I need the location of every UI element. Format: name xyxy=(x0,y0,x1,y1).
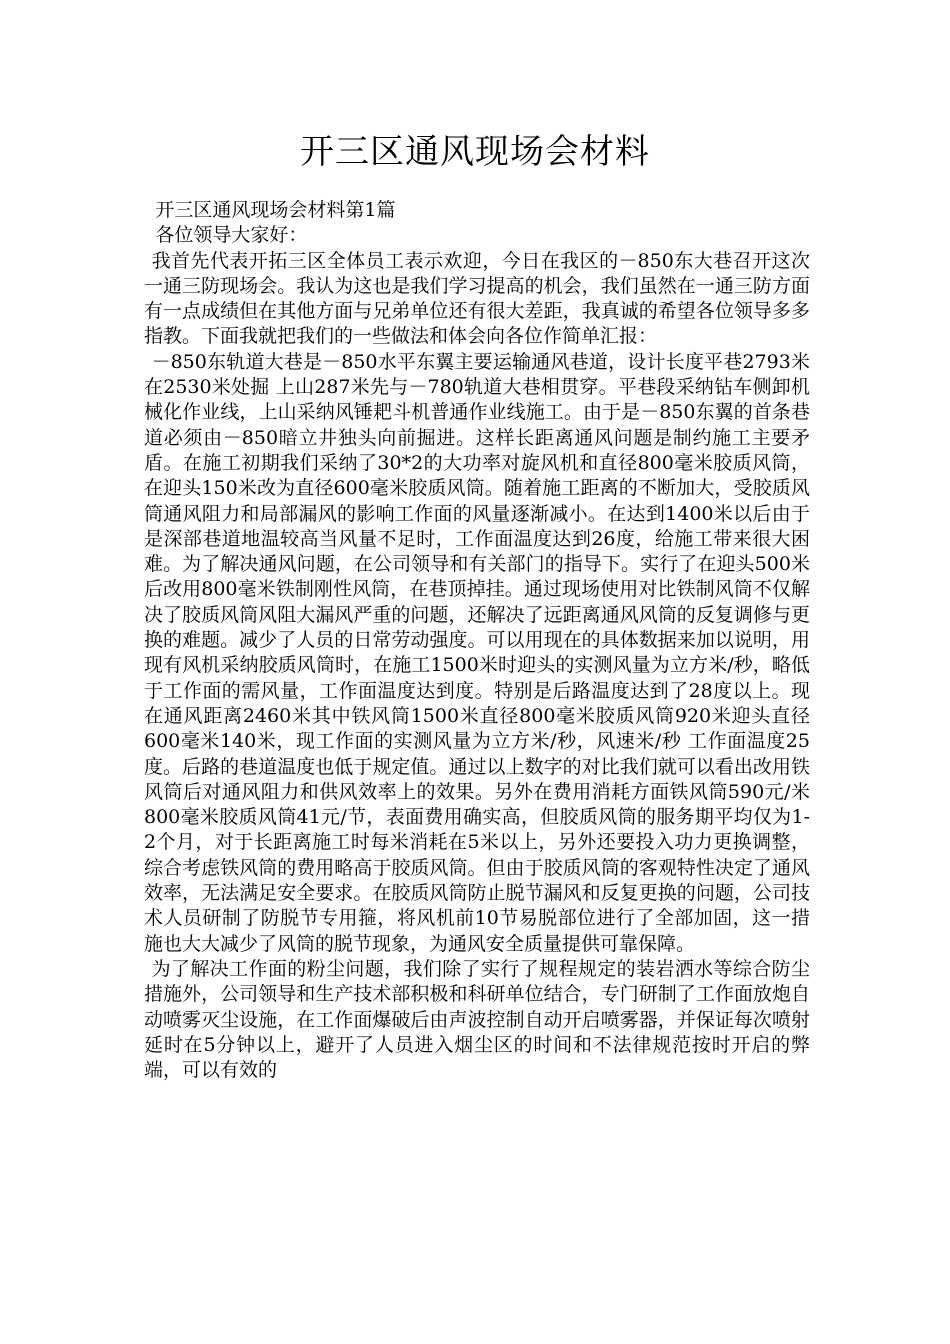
intro-paragraph: 我首先代表开拓三区全体员工表示欢迎，今日在我区的－850东大巷召开这次一通三防现场会。我认为这也是我们学习提高的机会，我们虽然在一通三防方面有一点成绩但在其他方面与兄弟单位还有很大差距，我真诚的希望各位领导多多指教。下面我就把我们的一些做法和体会向各位作简单汇报： xyxy=(144,249,810,348)
ventilation-paragraph: －850东轨道大巷是－850水平东翼主要运输通风巷道，设计长度平巷2793米在2530米处掘 上山287米先与－780轨道大巷相贯穿。平巷段采纳钻车侧卸机械化作业线，上山采纳风锤耙斗机普通作业线施工。由于是－850东翼的首条巷道必须由－850暗立井独头向前掘进。这样长距离通风问题是制约施工主要矛盾。在施工初期我们采纳了30*2的大功率对旋风机和直径800毫米胶质风筒，在迎头150米改为直径600毫米胶质风筒。随着施工距离的不断加大，受胶质风筒通风阻力和局部漏风的影响工作面的风量逐渐减小。在达到1400米以后由于是深部巷道地温较高当风量不足时，工作面温度达到26度，给施工带来很大困难。为了解决通风问题，在公司领导和有关部门的指导下。实行了在迎头500米后改用800毫米铁制刚性风筒，在巷顶掉挂。通过现场使用对比铁制风筒不仅解决了胶质风筒风阻大漏风严重的问题，还解决了远距离通风风筒的反复调修与更换的难题。减少了人员的日常劳动强度。可以用现在的具体数据来加以说明，用现有风机采纳胶质风筒时，在施工1500米时迎头的实测风量为立方米/秒，略低于工作面的需风量，工作面温度达到度。特别是后路温度达到了28度以上。现在通风距离2460米其中铁风筒1500米直径800毫米胶质风筒920米迎头直径600毫米140米，现工作面的实测风量为立方米/秒，风速米/秒 工作面温度25度。后路的巷道温度也低于规定值。通过以上数字的对比我们就可以看出改用铁风筒后对通风阻力和供风效率上的效果。另外在费用消耗方面铁风筒590元/米 800毫米胶质风筒41元/节，表面费用确实高，但胶质风筒的服务期平均仅为1- 2个月，对于长距离施工时每米消耗在5米以上，另外还要投入功力更换调整，综合考虑铁风筒的费用略高于胶质风筒。但由于胶质风筒的客观特性决定了通风效率，无法满足安全要求。在胶质风筒防止脱节漏风和反复更换的问题，公司技术人员研制了防脱节专用箍，将风机前10节易脱部位进行了全部加固，这一措施也大大减少了风筒的脱节现象，为通风安全质量提供可靠保障。 xyxy=(144,350,810,955)
section-heading: 开三区通风现场会材料第1篇 xyxy=(155,199,396,221)
greeting-paragraph: 各位领导大家好： xyxy=(155,224,308,247)
dust-control-paragraph: 为了解决工作面的粉尘问题，我们除了实行了规程规定的装岩洒水等综合防尘措施外，公司领导和生产技术部积极和科研单位结合，专门研制了工作面放炮自动喷雾灭尘设施，在工作面爆破后由声波控制自动开启喷雾器，并保证每次喷射延时在5分钟以上，避开了人员进入烟尘区的时间和不法律规范按时开启的弊端，可以有效的 xyxy=(144,957,810,1082)
document-body xyxy=(144,198,810,1083)
document-title: 开三区通风现场会材料 xyxy=(300,132,650,172)
